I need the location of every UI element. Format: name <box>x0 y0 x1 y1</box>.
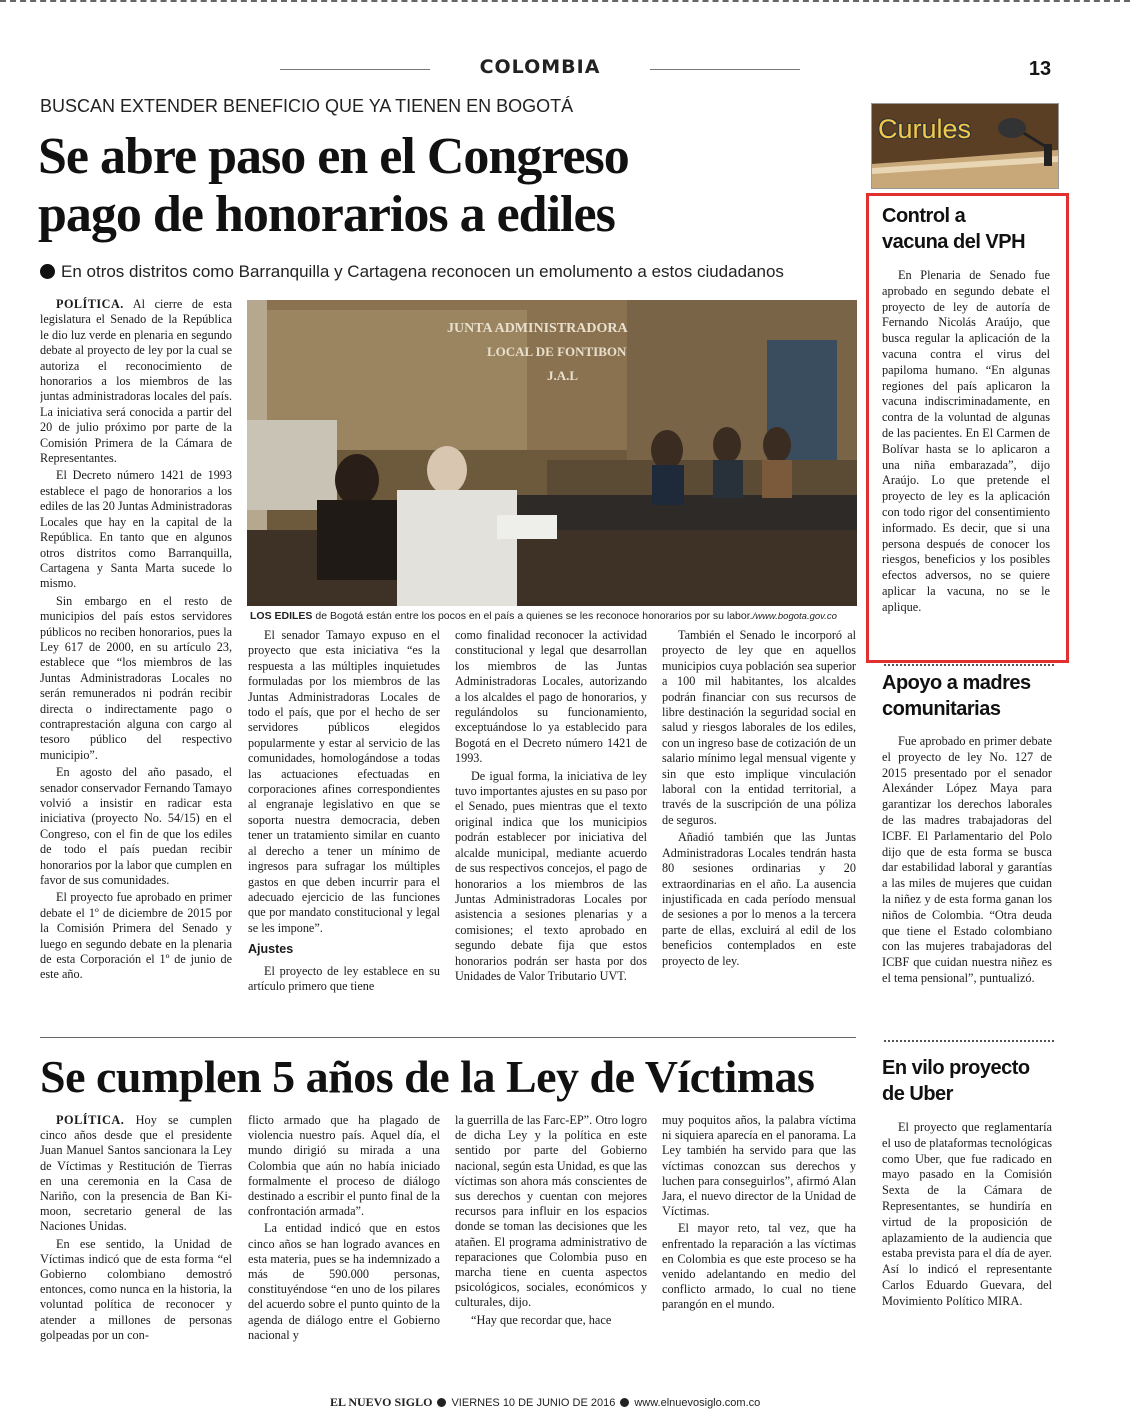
paragraph: De igual forma, la iniciativa de ley tuvo importantes ajustes en su paso por el Senado, pues mientras que el texto original indica que los municipios podrán establecer por iniciativa del alcalde municipal, mediante acuerdo de sus respectivos concejos, el pago de honorarios a los miembros de las Juntas Administradoras Locales por asistencia a sesiones plenarias y a comisiones; el texto aprobado en segundo debate fija que estos honorarios podrán ser hasta por dos Unidades de Valor Tributario UVT. <box>455 768 647 983</box>
article1-photo <box>247 300 857 606</box>
article1-column-1 <box>40 297 232 1025</box>
paragraph: El senador Tamayo expuso en el proyecto que esta iniciativa “es la respuesta a las múltiples inquietudes formuladas por los miembros de las Juntas Administradoras Locales de todo el país, que por el hecho de ser servidores públicos elegidos popularmente y estar al servicio de las comunidades, homologándose a todas las actuaciones efectuadas en corporaciones afines correspondientes al engranaje legislativo en que se soporta nuestra democracia, deben tener un tratamiento similar en cuanto al derecho a tener un mínimo de ingresos para sufragar los múltiples gastos en que deben incurrir para el adecuado ejercicio de las funciones que por mandato constitucional y legal se les impone”. <box>248 628 440 935</box>
article2-column-3 <box>455 1113 647 1383</box>
curules-logo <box>871 103 1059 189</box>
paragraph <box>40 297 232 466</box>
lead-word: POLÍTICA. <box>56 297 124 311</box>
lead-word: POLÍTICA. <box>56 1113 125 1127</box>
article1-dek <box>40 262 855 282</box>
paragraph: En agosto del año pasado, el senador conservador Fernando Tamayo volvió a insistir en radicar esta iniciativa (proyecto No. 54/15) en el Congreso, con el fin de que los ediles de todo el país puedan recibir honorarios por la labor que cumplen en favor de sus comunidades. <box>40 765 232 888</box>
section-header: COLOMBIA <box>440 56 640 78</box>
paragraph: En Plenaria de Senado fue aprobado en segundo debate el proyecto de ley de autoría de Fernando Nicolás Araújo, que busca regular la aplicación de la vacuna contra el virus del papiloma humano. “En algunas regiones del país aplicaron la vacuna indiscriminadamente, en contra de la voluntad de algunas de las pacientes. En El Carmen de Bolívar hasta se lo aplicaron a una niña embarazada”, dijo Araújo. Lo que pretende el proyecto de ley es la aplicación con todo rigor del consentimiento informado. Es decir, que si una persona después de conocer los riesgos, beneficios y los posibles efectos adversos, no se quiere aplicar la vacuna, no se le aplique. <box>882 268 1050 614</box>
sidebar-separator <box>884 664 1054 666</box>
paragraph: flicto armado que ha plagado de violencia nuestro país. Aquel día, el mundo dirigió su mirada a una Colombia que aún no había iniciado formalmente el proceso de diálogo destinado a escribir el punto final de la confrontación armada”. <box>248 1113 440 1219</box>
paragraph: El proyecto que reglamentaría el uso de plataformas tecnológicas como Uber, que fue radicado en mayo pasado en la Comisión Sexta de la Cámara de Representantes, se hundiría en virtud de la proposición de aplazamiento de la audiencia que estaba prevista para el día de ayer. Así lo indicó el representante Carlos Eduardo Guevara, del Movimiento Político MIRA. <box>882 1120 1052 1308</box>
paragraph: muy poquitos años, la palabra víctima ni siquiera aparecía en el panorama. La Ley también ha servido para que las víctimas conozcan sus derechos y luchen para conseguirlos”, afirmó Alan Jara, el nuevo director de la Unidad de Víctimas. <box>662 1113 856 1219</box>
article1-headline <box>38 128 858 244</box>
photo-illustration <box>247 300 857 606</box>
footer-date: VIERNES 10 DE JUNIO DE 2016 <box>451 1397 616 1409</box>
article1-column-2 <box>248 628 440 1026</box>
paragraph: como finalidad reconocer la actividad constitucional y legal que desarrollan los miembros de las Juntas Administradoras Locales, autorizando a los alcaldes el pago de honorarios, y regulándolos su funcionamiento, exceptuándose lo ya establecido para Bogotá en el Decreto número 1421 de 1993. <box>455 628 647 766</box>
article1-column-3 <box>455 628 647 1026</box>
paragraph-text: Al cierre de esta legislatura el Senado de la República le dio luz verde en plenaria en segundo debate al proyecto de ley por la cual se autoriza el reconocimiento de honorarios a los miembros de las juntas administradoras locales del país. La iniciativa será conocida a partir del 20 de julio próximo por parte de la Comisión Primera de la Cámara de Representantes. <box>40 297 232 466</box>
title-line: de Uber <box>882 1083 953 1105</box>
headline-line-1: Se abre paso en el Congreso <box>38 128 629 185</box>
paragraph-text: Hoy se cumplen cinco años desde que el presidente Juan Manuel Santos sancionara la Ley de Víctimas y Restitución de Tierras en una ceremonia en la Casa de Nariño, con la presencia de Ban Ki-moon, secretario general de las Naciones Unidas. <box>40 1113 232 1234</box>
paragraph: La entidad indicó que en estos cinco años se han logrado avances en esta materia, pues se ha indemnizado a más de 590.000 personas, constituyéndose “en uno de los pilares del acuerdo sobre el punto quinto de la agenda de diálogo entre el Gobierno nacional y <box>248 1221 440 1342</box>
page-top-border <box>0 0 1130 2</box>
title-line: Apoyo a madres <box>882 672 1031 694</box>
sidebar-item1-title <box>882 203 1062 255</box>
paragraph: “Hay que recordar que, hace <box>471 1312 612 1327</box>
caption-lead: LOS EDILES <box>250 610 313 622</box>
article1-kicker: BUSCAN EXTENDER BENEFICIO QUE YA TIENEN EN BOGOTÁ <box>40 96 574 116</box>
paragraph: El proyecto de ley establece en su artículo primero que tiene <box>248 963 440 993</box>
article2-headline: Se cumplen 5 años de la Ley de Víctimas <box>40 1051 815 1102</box>
sidebar-item2-text <box>882 734 1052 987</box>
paragraph: El mayor reto, tal vez, que ha enfrentado la reparación a las víctimas en Colombia es que este proceso se ha venido adelantando en medio del conflicto armado, lo cual no tiene parangón en el mundo. <box>662 1221 856 1312</box>
title-line: comunitarias <box>882 698 1001 720</box>
article2-column-2 <box>248 1113 440 1383</box>
headline-line-2: pago de honorarios a ediles <box>38 186 615 243</box>
page-footer <box>330 1395 830 1410</box>
paragraph: En ese sentido, la Unidad de Víctimas indicó que de esta forma “el Gobierno colombiano demostró entonces, como nunca en la historia, la voluntad política de reconocer y atender a millones de personas golpeadas por un con- <box>40 1236 232 1342</box>
bullet-icon <box>40 264 55 279</box>
article1-column-4 <box>662 628 856 1026</box>
dot-icon <box>620 1398 629 1407</box>
paragraph <box>40 1113 232 1235</box>
paragraph: El proyecto fue aprobado en primer debate el 1º de diciembre de 2015 por la Comisión Primera del Senado y luego en segundo debate en la plenaria de esta Corporación el 1º de junio de este año. <box>40 890 232 982</box>
title-line: Control a <box>882 205 966 227</box>
title-line: vacuna del VPH <box>882 231 1026 253</box>
footer-brand: EL NUEVO SIGLO <box>330 1395 433 1409</box>
paragraph: Fue aprobado en primer debate el proyecto de ley No. 127 de 2015 presentado por el senador Alexánder López Maya para garantizar los derechos laborales de las madres trabajadoras del ICBF. El Parlamentario del Polo dijo que de esta forma se busca dar estabilidad laboral y garantías a las miles de mujeres que cuidan la niñez y de esta forma ganan los niños de Colombia. “Otra deuda que tiene el Estado colombiano con las mujeres trabajadoras del ICBF que cuidan nuestra niñez es el tema pensional”, puntualizó. <box>882 734 1052 985</box>
caption-credit: /www.bogota.gov.co <box>752 611 837 622</box>
page-number: 13 <box>1028 58 1052 80</box>
subhead: Ajustes <box>248 942 294 957</box>
article-divider <box>40 1037 856 1038</box>
photo-sign-line-2: LOCAL DE FONTIBON <box>487 344 627 359</box>
paragraph: El Decreto número 1421 de 1993 establece el pago de honorarios a los ediles de las 20 Juntas Administradoras Locales que hay en la capital de la República. En tanto que en algunos otros distritos como Barranquilla, Cartagena y Santa Marta sucede lo mismo. <box>40 468 232 591</box>
caption-text: de Bogotá están entre los pocos en el país a quienes se les reconoce honorarios por su labor. <box>312 610 753 622</box>
sidebar-separator <box>884 1040 1054 1042</box>
sidebar-item2-title <box>882 670 1067 722</box>
article2-column-4 <box>662 1113 856 1383</box>
title-line: En vilo proyecto <box>882 1057 1030 1079</box>
paragraph: Añadió también que las Juntas Administradoras Locales tendrán hasta 80 sesiones ordinarias y 20 extraordinarias en el año. La ausencia injustificada en cada período mensual de sesiones a por lo menos a la tercera parte de ellas, excluirá al edil de los beneficios contemplados en este proyecto de ley. <box>662 830 856 968</box>
paragraph: También el Senado le incorporó al proyecto de ley que en aquellos municipios cuya población sea superior a 100 mil habitantes, los alcaldes podrán financiar con sus recursos de libre destinación la seguridad social en salud y riesgos laborales de los ediles, con un ingreso base de cotización de un salario mínimo legal mensual vigente y sin que esto implique vinculación laboral con la entidad territorial, a través de la suscripción de una póliza de seguros. <box>662 628 856 827</box>
sidebar-item3-title <box>882 1055 1067 1107</box>
paragraph: Sin embargo en el resto de municipios del país estos servidores públicos no reciben honorarios, pues la Ley 617 de 2000, en su artículo 23, establece que “los miembros de las Juntas Administradoras Locales no serán remunerados ni podrán recibir directa o indirectamente pago o contraprestación alguna con cargo al tesoro público del respectivo municipio”. <box>40 593 232 762</box>
paragraph: la guerrilla de las Farc-EP”. Otro logro de dicha Ley y la política en este sentido por parte del Gobierno nacional, según esta Unidad, es que las víctimas son ahora más conscientes de sus derechos y cuentan con mejores recursos para influir en los espacios donde se toman las decisiones que les atañen. El programa administrativo de reparaciones que Colombia puso en marcha tiene en cuenta aspectos psicológicos, sociales, económicos y culturales, dijo. <box>455 1113 647 1310</box>
photo-caption <box>250 610 856 622</box>
curules-title: Curules <box>878 114 972 144</box>
sidebar-item1-text <box>882 268 1050 616</box>
dek-text: En otros distritos como Barranquilla y Cartagena reconocen un emolumento a estos ciudadanos <box>61 262 784 281</box>
dot-icon <box>437 1398 446 1407</box>
photo-sign-line-3: J.A.L <box>547 368 579 383</box>
photo-sign-line-1: JUNTA ADMINISTRADORA <box>447 321 628 336</box>
article2-column-1 <box>40 1113 232 1383</box>
footer-url: www.elnuevosiglo.com.co <box>634 1397 761 1409</box>
sidebar-item3-text <box>882 1120 1052 1310</box>
